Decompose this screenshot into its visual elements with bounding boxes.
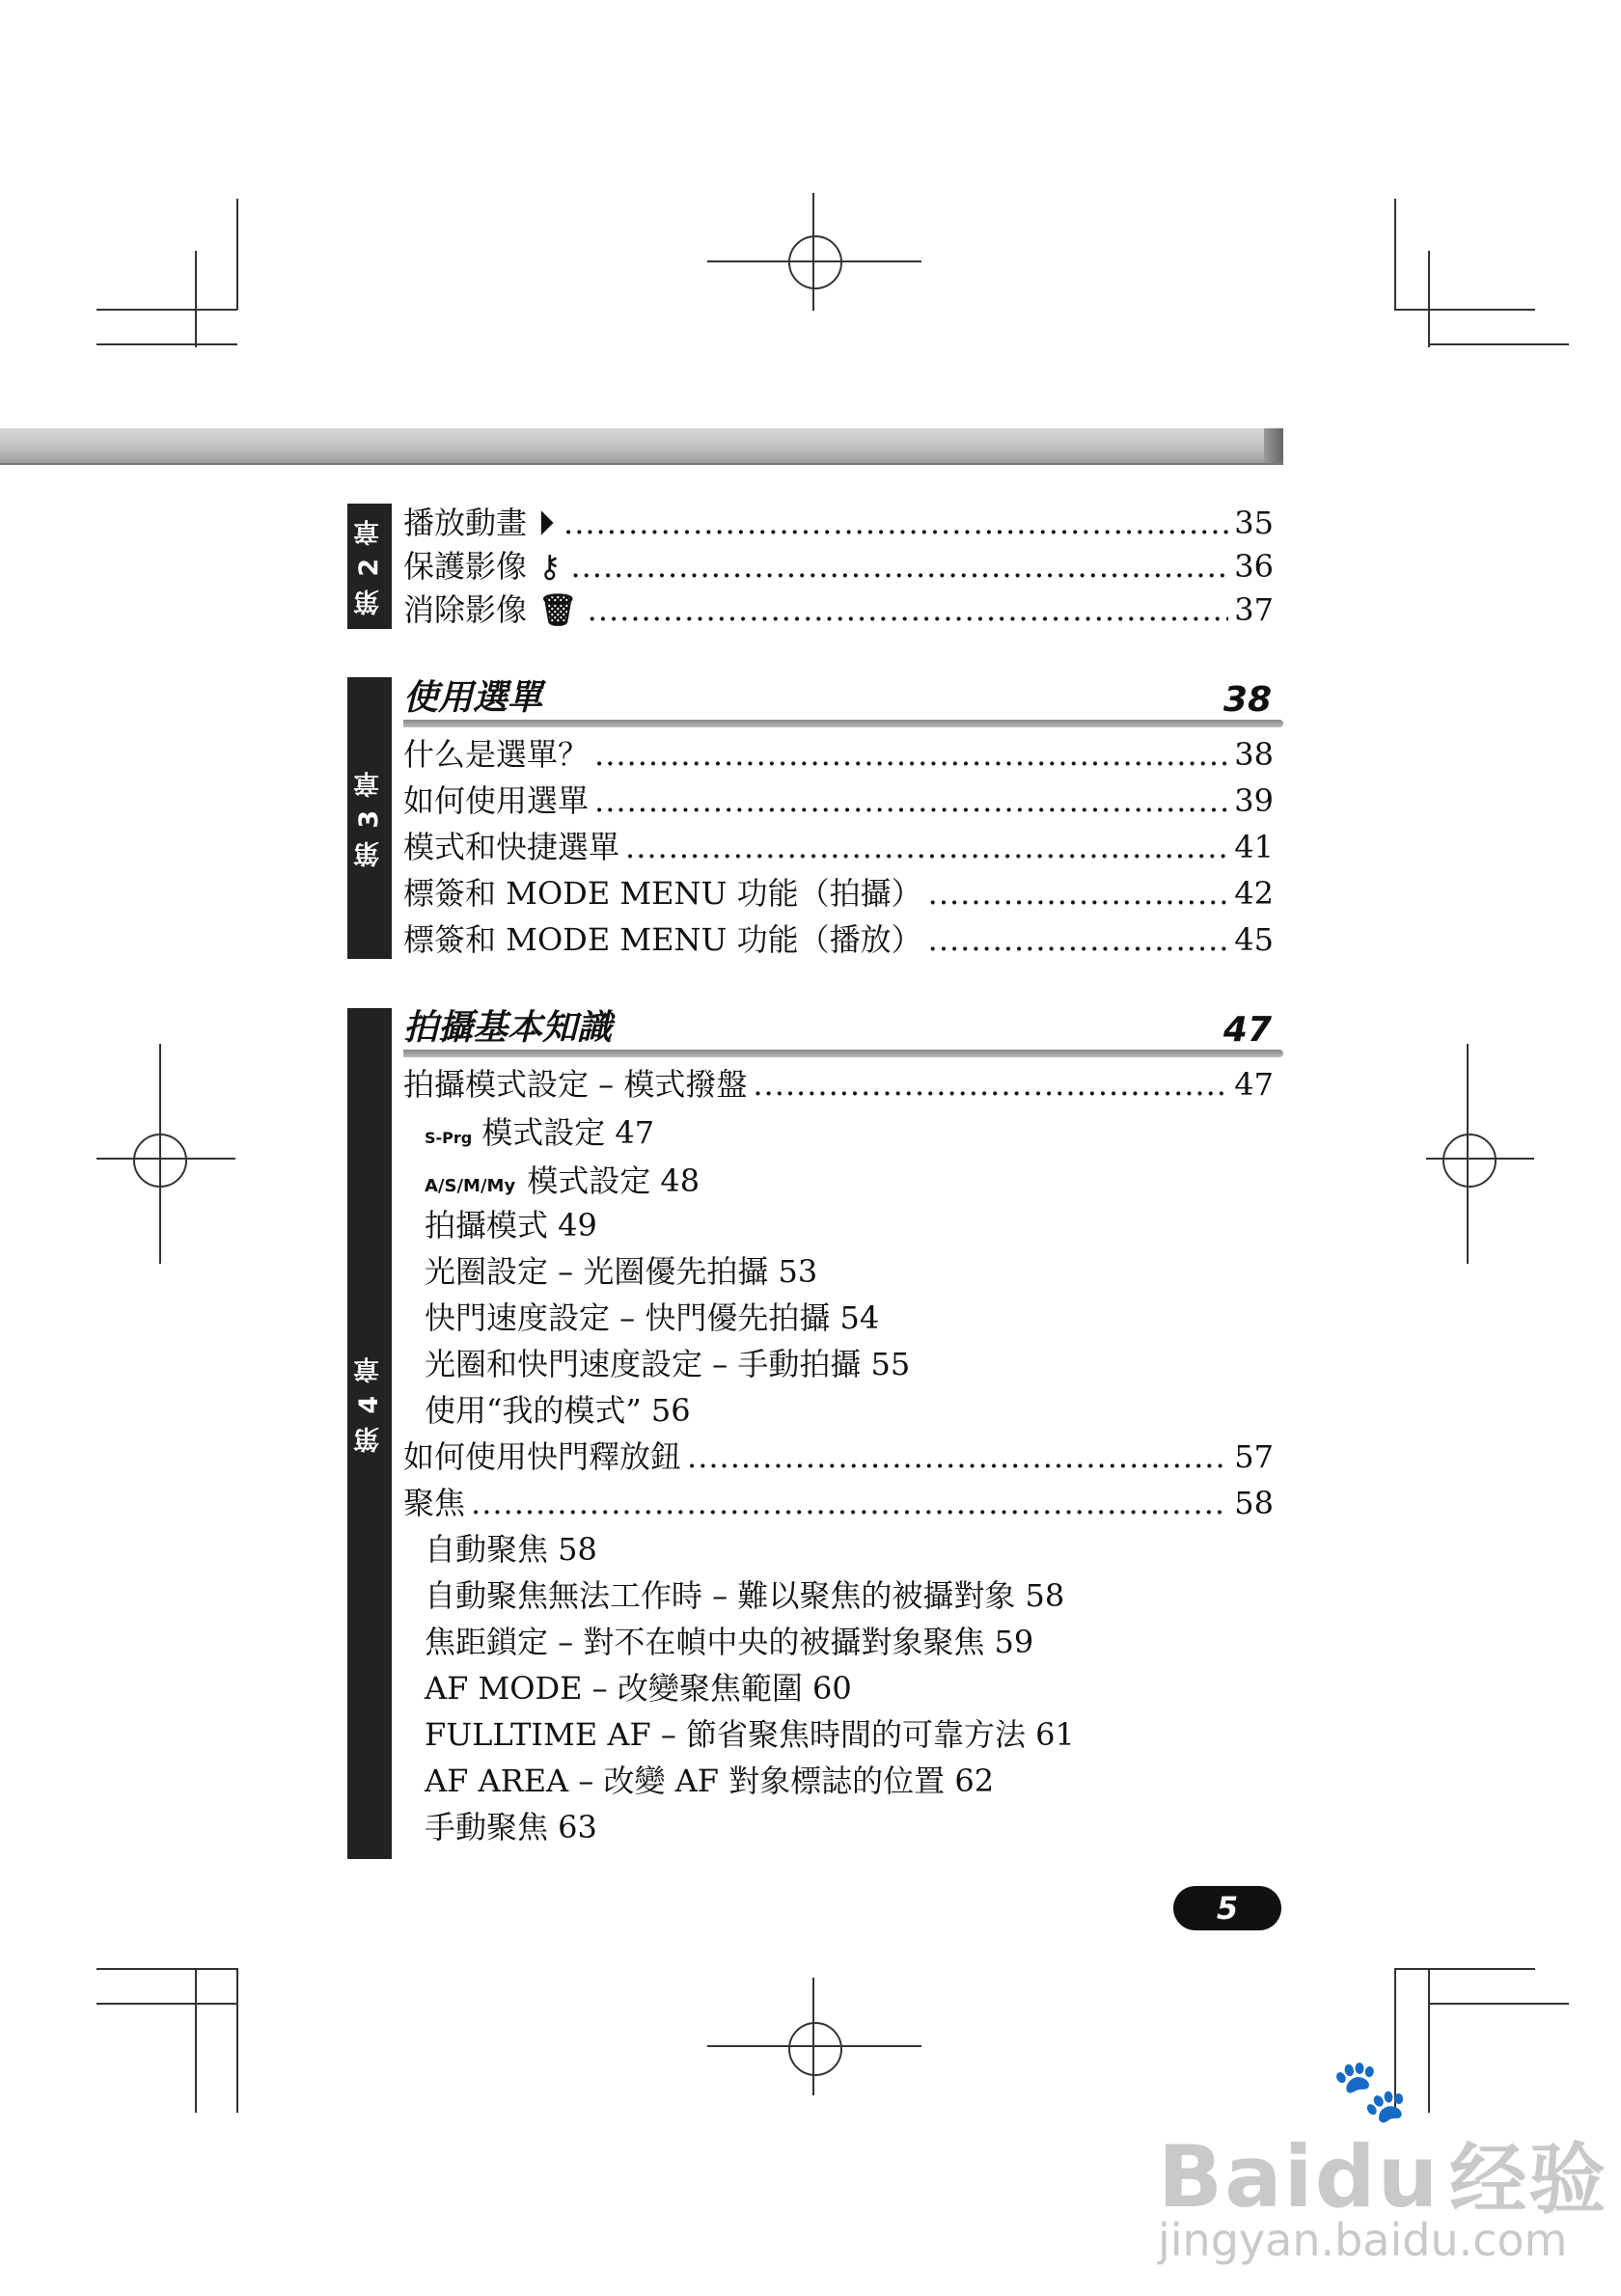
key-icon: ⚷: [538, 548, 562, 585]
leader-dots: [753, 1063, 1228, 1106]
section-page: 38: [1223, 680, 1272, 720]
leader-dots: [928, 918, 1229, 961]
leader-dots: [594, 733, 1228, 776]
chapter-label: 第 2 章: [354, 517, 384, 615]
play-icon: ⏵: [538, 505, 555, 541]
toc-entry[interactable]: 模式和快捷選單 ..... 41: [403, 826, 1274, 868]
toc-subentry[interactable]: AF AREA – 改變 AF 對象標誌的位置 62: [425, 1763, 995, 1799]
section-title: 拍攝基本知識: [403, 1008, 613, 1048]
toc-entry[interactable]: 保護影像 ⚷ ..... 36: [403, 545, 1274, 588]
section-title: 使用選單: [403, 678, 543, 718]
toc-subentry[interactable]: 光圈設定 – 光圈優先拍攝 53: [425, 1253, 818, 1290]
leader-dots: [563, 502, 1228, 544]
section-rule: [403, 1050, 1283, 1057]
section-heading[interactable]: [403, 1003, 1283, 1057]
toc-subentry[interactable]: 使用“我的模式” 56: [425, 1392, 691, 1429]
toc-subentry[interactable]: A/S/M/My 模式設定 48: [425, 1162, 701, 1199]
section-heading[interactable]: [403, 673, 1283, 727]
chapter-label: 第 3 章: [354, 769, 384, 867]
trash-icon: 🗑: [538, 591, 578, 628]
toc-subentry[interactable]: 自動聚焦 58: [425, 1531, 597, 1568]
leader-dots: [594, 779, 1228, 822]
leader-dots: [471, 1482, 1228, 1524]
toc-entry[interactable]: 標簽和 MODE MENU 功能（拍攝） ..... 42: [403, 872, 1274, 915]
toc-subentry[interactable]: FULLTIME AF – 節省聚焦時間的可靠方法 61: [425, 1716, 1075, 1753]
watermark-url: jingyan.baidu.com: [1158, 2214, 1568, 2266]
chapter-label: 第 4 章: [354, 1354, 384, 1453]
section-rule: [403, 720, 1283, 727]
paw-icon: 🐾: [1332, 2056, 1409, 2127]
toc-subentry[interactable]: 拍攝模式 49: [425, 1207, 597, 1244]
toc-subentry[interactable]: S-Prg 模式設定 47: [425, 1114, 655, 1151]
leader-dots: [625, 826, 1228, 868]
toc-subentry[interactable]: 焦距鎖定 – 對不在幀中央的被攝對象聚焦 59: [425, 1624, 1034, 1660]
leader-dots: [588, 588, 1229, 631]
chapter-tab-3: [347, 677, 392, 959]
section-page: 47: [1223, 1010, 1272, 1050]
s-prg-icon: S-Prg: [425, 1129, 473, 1147]
toc-subentry[interactable]: 手動聚焦 63: [425, 1809, 597, 1845]
header-bar: [0, 428, 1283, 465]
leader-dots: [570, 545, 1228, 588]
watermark-brand-cn: 经验: [1449, 2135, 1608, 2225]
chapter-tab-4: [347, 1008, 392, 1859]
toc-subentry[interactable]: AF MODE – 改變聚焦範圍 60: [425, 1670, 852, 1707]
toc-entry[interactable]: 什么是選單？ ..... 38: [403, 733, 1274, 776]
asm-mode-icon: A/S/M/My: [425, 1176, 516, 1196]
toc-entry[interactable]: 標簽和 MODE MENU 功能（播放） ..... 45: [403, 918, 1274, 961]
watermark-brand: Baidu: [1158, 2127, 1441, 2227]
leader-dots: [928, 872, 1229, 915]
toc-entry[interactable]: 如何使用選單 ..... 39: [403, 779, 1274, 822]
toc-entry[interactable]: 拍攝模式設定 – 模式撥盤 ..... 47: [403, 1063, 1274, 1106]
toc-entry[interactable]: 播放動畫 ⏵ ..... 35: [403, 502, 1274, 544]
toc-entry[interactable]: 消除影像 🗑 ..... 37: [403, 588, 1274, 631]
toc-entry[interactable]: 聚焦 ..... 58: [403, 1482, 1274, 1524]
toc-entry[interactable]: 如何使用快門釋放鈕 ..... 57: [403, 1435, 1274, 1478]
toc-subentry[interactable]: 光圈和快門速度設定 – 手動拍攝 55: [425, 1346, 911, 1382]
leader-dots: [687, 1435, 1228, 1478]
chapter-tab-2: [347, 504, 392, 629]
toc-subentry[interactable]: 快門速度設定 – 快門優先拍攝 54: [425, 1299, 880, 1336]
page-number: 5: [1173, 1886, 1281, 1930]
toc-subentry[interactable]: 自動聚焦無法工作時 – 難以聚焦的被攝對象 58: [425, 1577, 1065, 1614]
